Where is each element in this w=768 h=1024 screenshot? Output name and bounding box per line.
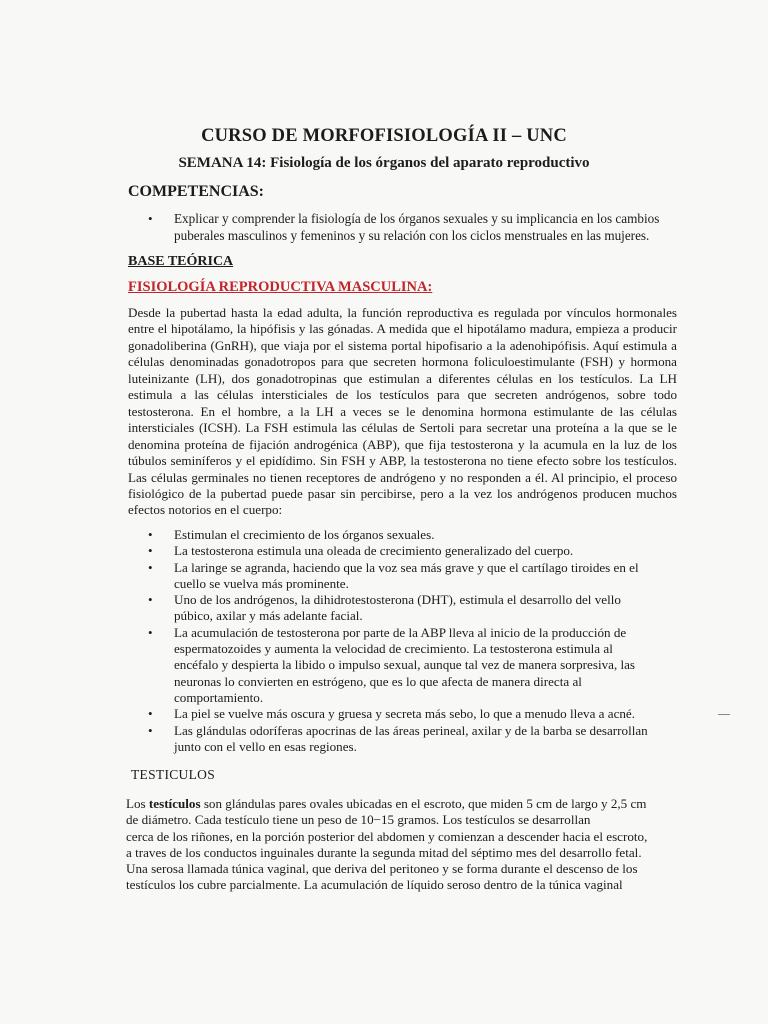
effect-item: • Uno de los andrógenos, la dihidrotestosterona (DHT), estimula el desarrollo del vello púbico, axilar y más adelante facial. <box>148 592 660 625</box>
text-line <box>126 845 672 861</box>
effect-item: • Estimulan el crecimiento de los órganos sexuales. <box>148 527 660 543</box>
competencias-list <box>148 211 678 244</box>
document-subtitle: SEMANA 14: Fisiología de los órganos del aparato reproductivo <box>178 155 590 171</box>
base-teorica-heading: BASE TEÓRICA <box>128 254 234 269</box>
body-paragraph: Desde la pubertad hasta la edad adulta, la función reproductiva es regulada por vínculos hormonales entre el hipotálamo, la hipófisis y las gónadas. A medida que el hipotálamo madura, empieza a producir gonadoliberina (GnRH), que viaja por el sistema portal hipofisario a la adenohipófisis. Aquí estimula a células denominadas gonadotropos para que secreten hormona foliculoestimulante (FSH) y hormona luteinizante (LH), dos gonadotropinas que estimulan a diferentes células en los testículos. La LH estimula a las células intersticiales de los testículos para que secreten andrógenos, sobre todo testosterona. En el hombre, a la LH a veces se le denomina hormona estimulante de las células intersticiales (ICSH). La FSH estimula las células de Sertoli para secretar una proteína a la que se le denomina proteína de fijación androgénica (ABP), que fija testosterona y la acumula en la luz de los túbulos seminíferos y el epidídimo. Sin FSH y ABP, la testosterona no tiene efecto sobre los testículos. Las células germinales no tienen receptores de andrógeno y no responden a él. Al principio, el proceso fisiológico de la pubertad puede pasar sin percibirse, pero a la vez los andrógenos producen muchos efectos notorios en el cuerpo: <box>128 305 677 518</box>
document-title: CURSO DE MORFOFISIOLOGÍA II – UNC <box>201 126 567 146</box>
effect-item: • La testosterona estimula una oleada de crecimiento generalizado del cuerpo. <box>148 543 660 559</box>
competencia-item: • Explicar y comprender la fisiología de los órganos sexuales y su implicancia en los cambios puberales masculinos y femeninos y su relación con los ciclos menstruales en las mujeres. <box>148 211 678 244</box>
text-segment: testículos los cubre parcialmente. La acumulación de líquido seroso dentro de la túnica vaginal <box>126 877 623 893</box>
competencias-heading: COMPETENCIAS: <box>128 183 265 200</box>
effects-list <box>148 527 660 755</box>
effect-item: • La laringe se agranda, haciendo que la voz sea más grave y que el cartílago tiroides en el cuello se vuelva más prominente. <box>148 560 660 593</box>
effect-item: • Las glándulas odoríferas apocrinas de las áreas perineal, axilar y de la barba se desarrollan junto con el vello en esas regiones. <box>148 723 660 756</box>
text-segment: Los <box>126 796 149 811</box>
scan-mark <box>718 714 730 715</box>
section-heading: FISIOLOGÍA REPRODUCTIVA MASCULINA: <box>128 279 433 295</box>
text-line <box>126 877 672 893</box>
effect-item: • La piel se vuelve más oscura y gruesa y secreta más sebo, lo que a menudo lleva a acné. <box>148 706 660 722</box>
text-line <box>126 812 672 828</box>
text-line <box>126 861 672 877</box>
testiculos-paragraph <box>126 796 672 894</box>
text-segment: a traves de los conductos inguinales durante la segunda mitad del séptimo mes del desarrollo fetal. <box>126 844 642 860</box>
text-line <box>126 796 672 812</box>
text-segment: de diámetro. Cada testículo tiene un peso de 10−15 gramos. Los testículos se desarrollan <box>126 812 591 828</box>
text-segment: cerca de los riñones, en la porción posterior del abdomen y comienzan a descender hacia el escroto, <box>126 828 648 844</box>
text-line <box>126 829 672 845</box>
text-segment: son glándulas pares ovales ubicadas en el escroto, que miden 5 cm de largo y 2,5 cm <box>200 796 647 811</box>
text-segment: Una serosa llamada túnica vaginal, que deriva del peritoneo y se forma durante el descenso de los <box>126 861 638 877</box>
effect-item: • La acumulación de testosterona por parte de la ABP lleva al inicio de la producción de espermatozoides y aumenta la velocidad de crecimiento. La testosterona estimula al encéfalo y despierta la libido o impulso sexual, aunque tal vez de manera sorpresiva, las neuronas lo convierten en estrógeno, que es lo que afecta de manera directa al comportamiento. <box>148 625 660 706</box>
bold-term: testículos <box>148 796 201 811</box>
testiculos-heading: TESTICULOS <box>131 767 215 782</box>
